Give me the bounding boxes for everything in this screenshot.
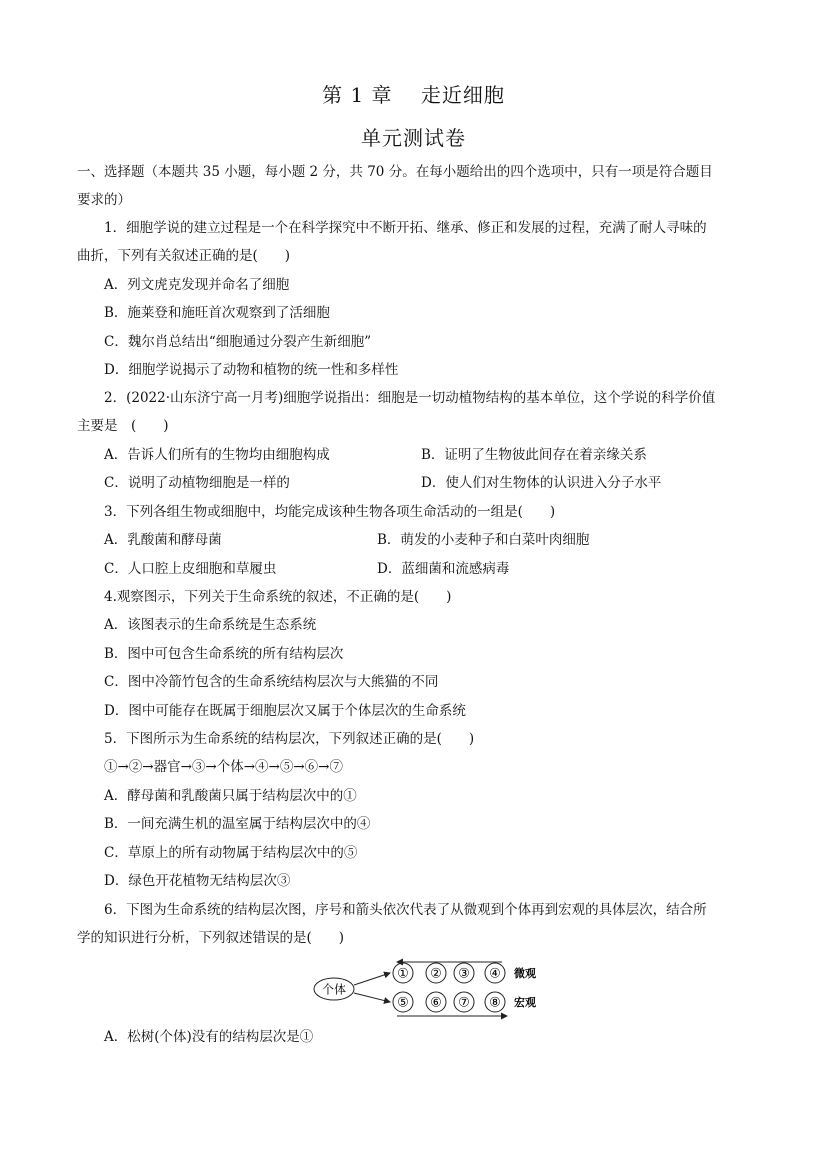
q5-option-a: A．酵母菌和乳酸菌只属于结构层次中的① — [104, 788, 357, 804]
node-6: ⑥ — [430, 995, 442, 1011]
q5-option-d: D．绿色开花植物无结构层次③ — [104, 873, 291, 889]
q1-stem-cont: 曲折，下列有关叙述正确的是( ) — [77, 248, 291, 264]
center-node-label: 个体 — [321, 982, 347, 997]
q3-option-b: B．萌发的小麦种子和白菜叶肉细胞 — [377, 532, 590, 548]
top-label: 微观 — [514, 967, 536, 980]
branch-up — [354, 973, 390, 985]
q6-stem: 6．下图为生命系统的结构层次图，序号和箭头依次代表了从微观到个体再到宏观的具体层次，结合所 — [104, 902, 707, 918]
q3-option-d: D．蓝细菌和流感病毒 — [377, 561, 510, 577]
node-8: ⑧ — [489, 995, 501, 1011]
q3-option-c: C．人口腔上皮细胞和草履虫 — [104, 561, 277, 577]
section-heading: 一、选择题（本题共 35 小题，每小题 2 分，共 70 分。在每小题给出的四个选项中，只有一项是符合题目 — [77, 164, 713, 180]
node-2: ② — [430, 966, 442, 982]
node-1: ① — [397, 966, 409, 982]
q5-option-c: C．草原上的所有动物属于结构层次中的⑤ — [104, 845, 358, 861]
branch-down — [354, 993, 390, 1002]
node-4: ④ — [489, 966, 501, 982]
q4-option-d: D．图中可能存在既属于细胞层次又属于个体层次的生命系统 — [104, 703, 466, 719]
hierarchy-diagram — [312, 958, 552, 1020]
q2-option-d: D．使人们对生物体的认识进入分子水平 — [421, 475, 662, 491]
q2-option-b: B．证明了生物彼此间存在着亲缘关系 — [421, 447, 647, 463]
document-title: 第 1 章 走近细胞 — [322, 83, 505, 107]
q4-option-a: A．该图表示的生命系统是生态系统 — [104, 617, 317, 633]
q3-stem: 3．下列各组生物或细胞中，均能完成该种生物各项生命活动的一组是( ) — [104, 504, 556, 520]
q5-option-b: B．一间充满生机的温室属于结构层次中的④ — [104, 816, 371, 832]
q2-option-c: C．说明了动植物细胞是一样的 — [104, 475, 290, 491]
bottom-label: 宏观 — [514, 996, 536, 1009]
node-5: ⑤ — [397, 995, 409, 1011]
q5-stem: 5．下图所示为生命系统的结构层次，下列叙述正确的是( ) — [104, 731, 475, 747]
q4-stem: 4.观察图示，下列关于生命系统的叙述，不正确的是( ) — [104, 589, 452, 605]
q1-option-d: D．细胞学说揭示了动物和植物的统一性和多样性 — [104, 362, 399, 378]
node-7: ⑦ — [458, 995, 470, 1011]
q6-option-a: A．松树(个体)没有的结构层次是① — [104, 1029, 314, 1045]
q6-stem-cont: 学的知识进行分析，下列叙述错误的是( ) — [77, 930, 345, 946]
q2-option-a: A．告诉人们所有的生物均由细胞构成 — [104, 447, 330, 463]
q1-stem: 1．细胞学说的建立过程是一个在科学探究中不断开拓、继承、修正和发展的过程，充满了耐人寻味的 — [104, 220, 707, 236]
q4-option-b: B．图中可包含生命系统的所有结构层次 — [104, 646, 344, 662]
q2-stem: 2．(2022·山东济宁高一月考)细胞学说指出：细胞是一切动植物结构的基本单位，这个学说的科学价值 — [104, 390, 716, 406]
q1-option-c: C．魏尔肖总结出“细胞通过分裂产生新细胞” — [104, 334, 372, 350]
node-3: ③ — [458, 966, 470, 982]
q1-option-b: B．施莱登和施旺首次观察到了活细胞 — [104, 305, 330, 321]
q5-chain: ①→②→器官→③→个体→④→⑤→⑥→⑦ — [104, 759, 343, 775]
q4-option-c: C．图中冷箭竹包含的生命系统结构层次与大熊猫的不同 — [104, 674, 439, 690]
q1-option-a: A．列文虎克发现并命名了细胞 — [104, 277, 290, 293]
section-heading-cont: 要求的） — [77, 192, 131, 208]
q2-stem-cont: 主要是 ( ) — [77, 418, 169, 434]
document-subtitle: 单元测试卷 — [361, 126, 466, 150]
q3-option-a: A．乳酸菌和酵母菌 — [104, 532, 222, 548]
